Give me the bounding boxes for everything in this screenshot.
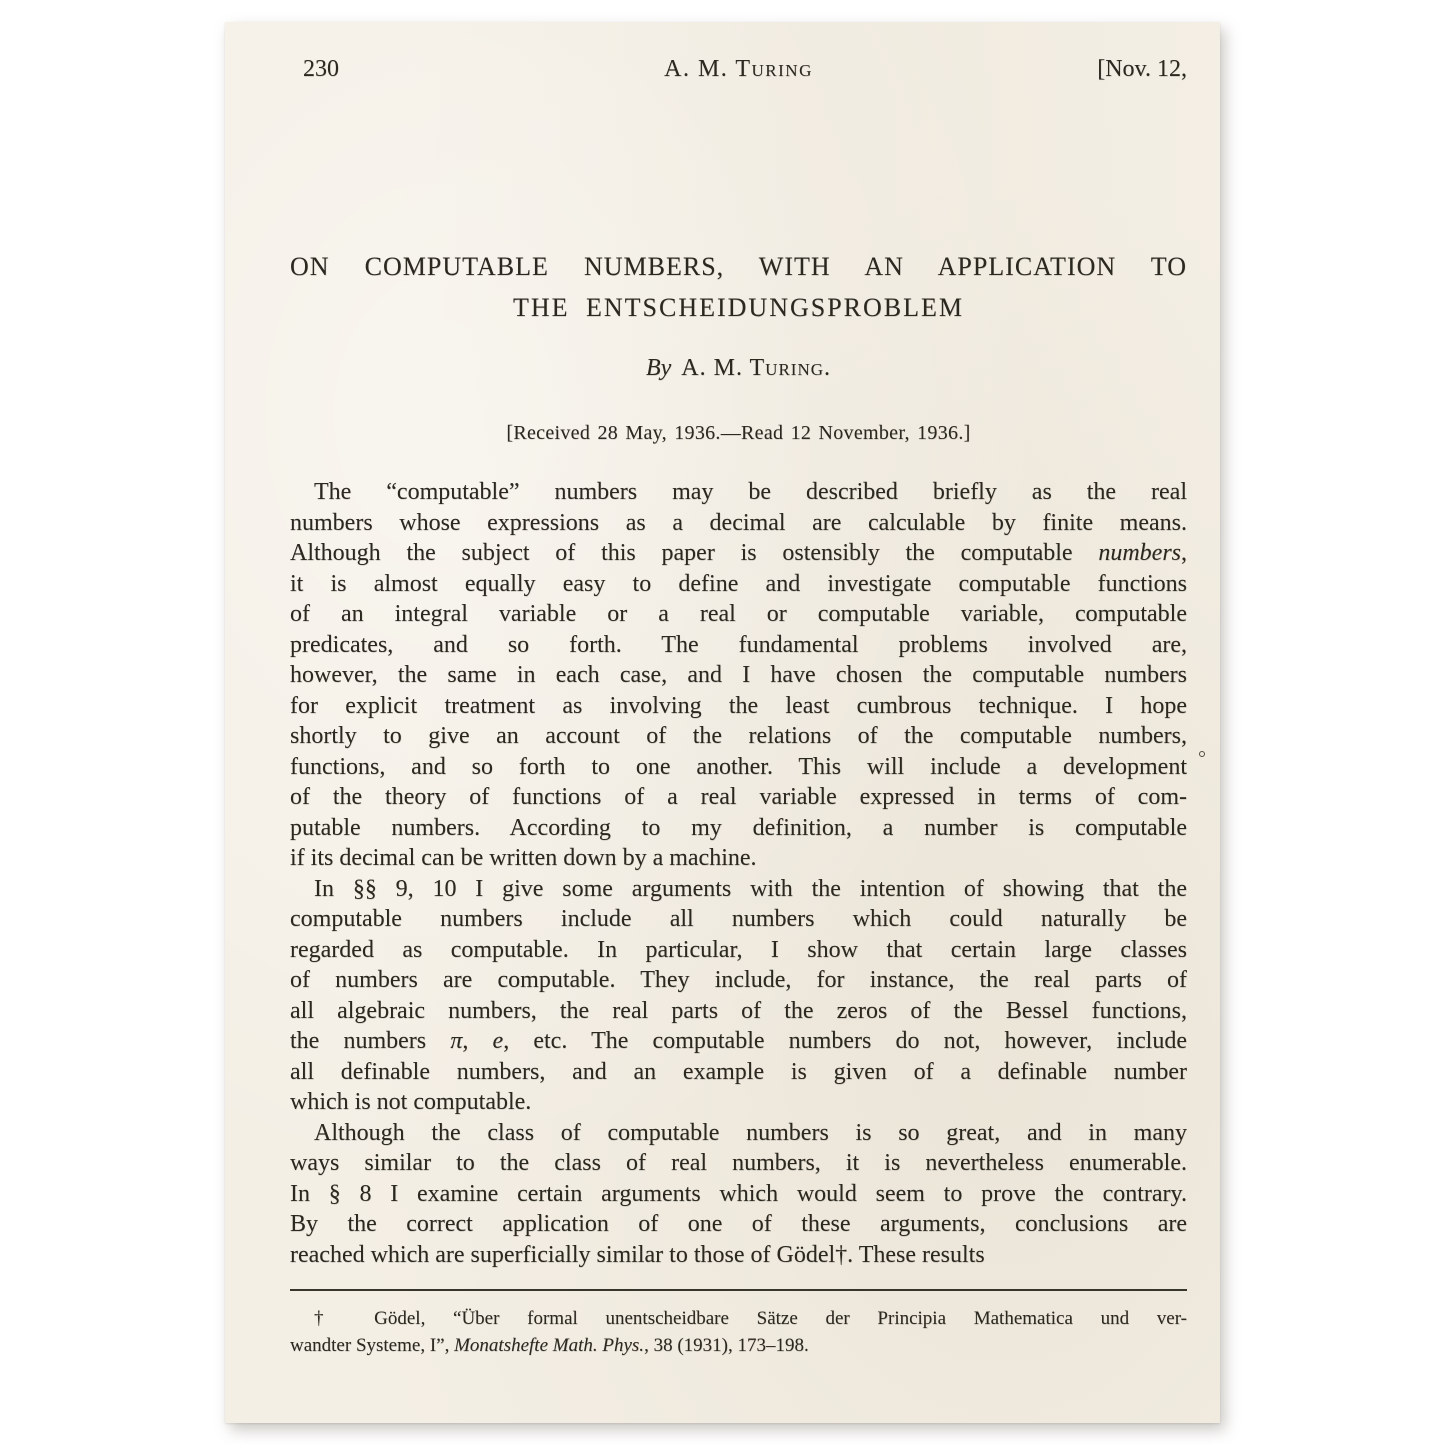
text-line: functions, and so forth to one another. This will include a development	[290, 753, 1187, 780]
text-line: numbers whose expressions as a decimal are calculable by finite means.	[290, 509, 1187, 536]
footnote-rule	[290, 1289, 1187, 1291]
paragraph	[290, 1118, 1187, 1271]
paper-title-line-1: ON COMPUTABLE NUMBERS, WITH AN APPLICATION TO	[290, 252, 1187, 281]
text-line: In § 8 I examine certain arguments which would seem to prove the contrary.	[290, 1180, 1187, 1207]
text-line: of numbers are computable. They include, for instance, the real parts of	[290, 967, 1187, 993]
text-line: reached which are superficially similar to those of Gödel†. These results	[290, 1241, 985, 1268]
text-line: The “computable” numbers may be described briefly as the real	[314, 479, 1187, 505]
paragraph	[290, 874, 1187, 1118]
text-line: By the correct application of one of these arguments, conclusions are	[290, 1211, 1187, 1237]
text-line: computable numbers include all numbers which could naturally be	[290, 906, 1187, 932]
paper-title-line-2: THE ENTSCHEIDUNGSPROBLEM	[512, 293, 965, 322]
received-read-note: [Received 28 May, 1936.—Read 12 November, 1936.]	[506, 422, 971, 444]
byline-by: By	[645, 355, 672, 381]
text-line: ways similar to the class of real numbers, it is nevertheless enumerable.	[290, 1150, 1187, 1176]
text-line: Although the subject of this paper is ostensibly the computable numbers,	[290, 540, 1187, 566]
text-line: the numbers π, e, etc. The computable numbers do not, however, include	[290, 1028, 1187, 1054]
text-line: predicates, and so forth. The fundamental problems involved are,	[290, 631, 1187, 658]
paper-page	[225, 22, 1220, 1423]
text-line: of the theory of functions of a real variable expressed in terms of com-	[290, 784, 1187, 810]
text-line: wandter Systeme, I”, Monatshefte Math. Phys., 38 (1931), 173–198.	[290, 1334, 809, 1356]
text-line: shortly to give an account of the relations of the computable numbers,	[290, 723, 1187, 749]
byline-author: A. M. Turing.	[681, 355, 832, 381]
text-line: however, the same in each case, and I have chosen the computable numbers	[290, 662, 1187, 688]
text-line: which is not computable.	[290, 1089, 532, 1115]
text-line: it is almost equally easy to define and investigate computable functions	[290, 570, 1187, 597]
running-head-date: [Nov. 12,	[1097, 56, 1187, 82]
text-line: In §§ 9, 10 I give some arguments with the intention of showing that the	[314, 875, 1187, 902]
byline	[290, 355, 1187, 382]
text-line: putable numbers. According to my definition, a number is computable	[290, 814, 1187, 841]
print-speck	[1199, 751, 1205, 757]
paper-title	[290, 246, 1187, 328]
body-text	[290, 477, 1187, 1270]
running-header	[290, 56, 1187, 86]
footnote	[290, 1306, 1187, 1359]
page-number: 230	[303, 56, 339, 82]
running-head-author: A. M. Turing	[664, 56, 813, 82]
paragraph	[290, 477, 1187, 874]
text-line: of an integral variable or a real or computable variable, computable	[290, 601, 1187, 627]
text-line: all algebraic numbers, the real parts of the zeros of the Bessel functions,	[290, 997, 1187, 1024]
text-line: regarded as computable. In particular, I show that certain large classes	[290, 936, 1187, 963]
text-line: for explicit treatment as involving the least cumbrous technique. I hope	[290, 692, 1187, 719]
text-line: all definable numbers, and an example is given of a definable number	[290, 1058, 1187, 1085]
text-line: Although the class of computable numbers is so great, and in many	[314, 1119, 1187, 1146]
text-line: † Gödel, “Über formal unentscheidbare Sätze der Principia Mathematica und ver-	[314, 1308, 1187, 1329]
text-line: if its decimal can be written down by a machine.	[290, 845, 757, 871]
